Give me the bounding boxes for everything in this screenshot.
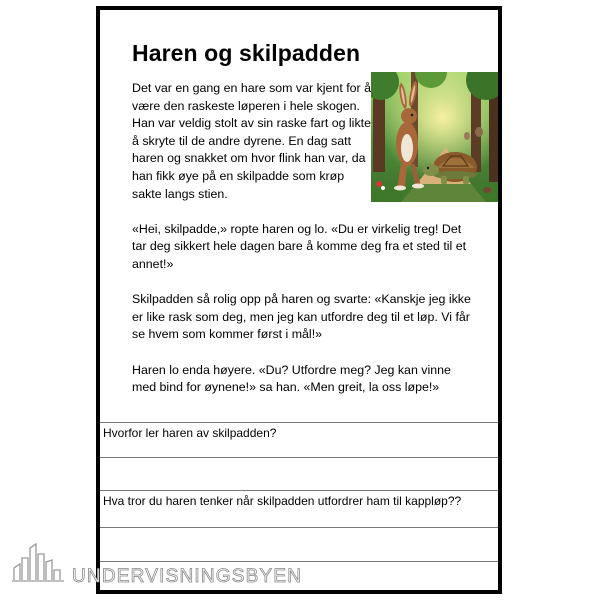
story-paragraph: Skilpadden så rolig opp på haren og svarte: «Kanskje jeg ikke er like rask som deg, men jeg kan utfordre deg til et løp. Vi får se hvem som kommer først i mål!» <box>132 292 471 342</box>
question-2: Hva tror du haren tenker når skilpadden utfordrer ham til kappløp?? <box>103 492 478 510</box>
worksheet-page <box>96 6 502 594</box>
brand-watermark <box>12 540 312 592</box>
city-skyline-icon <box>12 540 70 590</box>
story-paragraph: Haren lo enda høyere. «Du? Utfordre meg? Jeg kan vinne med bind for øynene!» sa han. «Men greit, la oss løpe!» <box>132 362 451 395</box>
brand-name: UNDERVISNINGSBYEN <box>72 566 303 587</box>
story-text <box>132 80 477 397</box>
question-1: Hvorfor ler haren av skilpadden? <box>103 424 478 442</box>
story-paragraph: «Hei, skilpadde,» ropte haren og lo. «Du er virkelig treg! Det tar deg sikkert hele dagen bare å komme deg fra et sted til et annet!» <box>132 221 467 271</box>
answer-line <box>100 422 498 423</box>
answer-line[interactable] <box>100 527 498 528</box>
answer-line <box>100 490 498 491</box>
answer-line[interactable] <box>100 457 498 458</box>
story-paragraph: Det var en gang en hare som var kjent for å være den raskeste løperen i hele skogen. Han var veldig stolt av sin raske fart og likte å skryte til de andre dyrene. En dag satt haren og snakket om hvor flink han var, da han fikk øye på en skilpadde som krøp sakte langs stien. <box>132 81 371 201</box>
worksheet-title: Haren og skilpadden <box>132 40 361 66</box>
